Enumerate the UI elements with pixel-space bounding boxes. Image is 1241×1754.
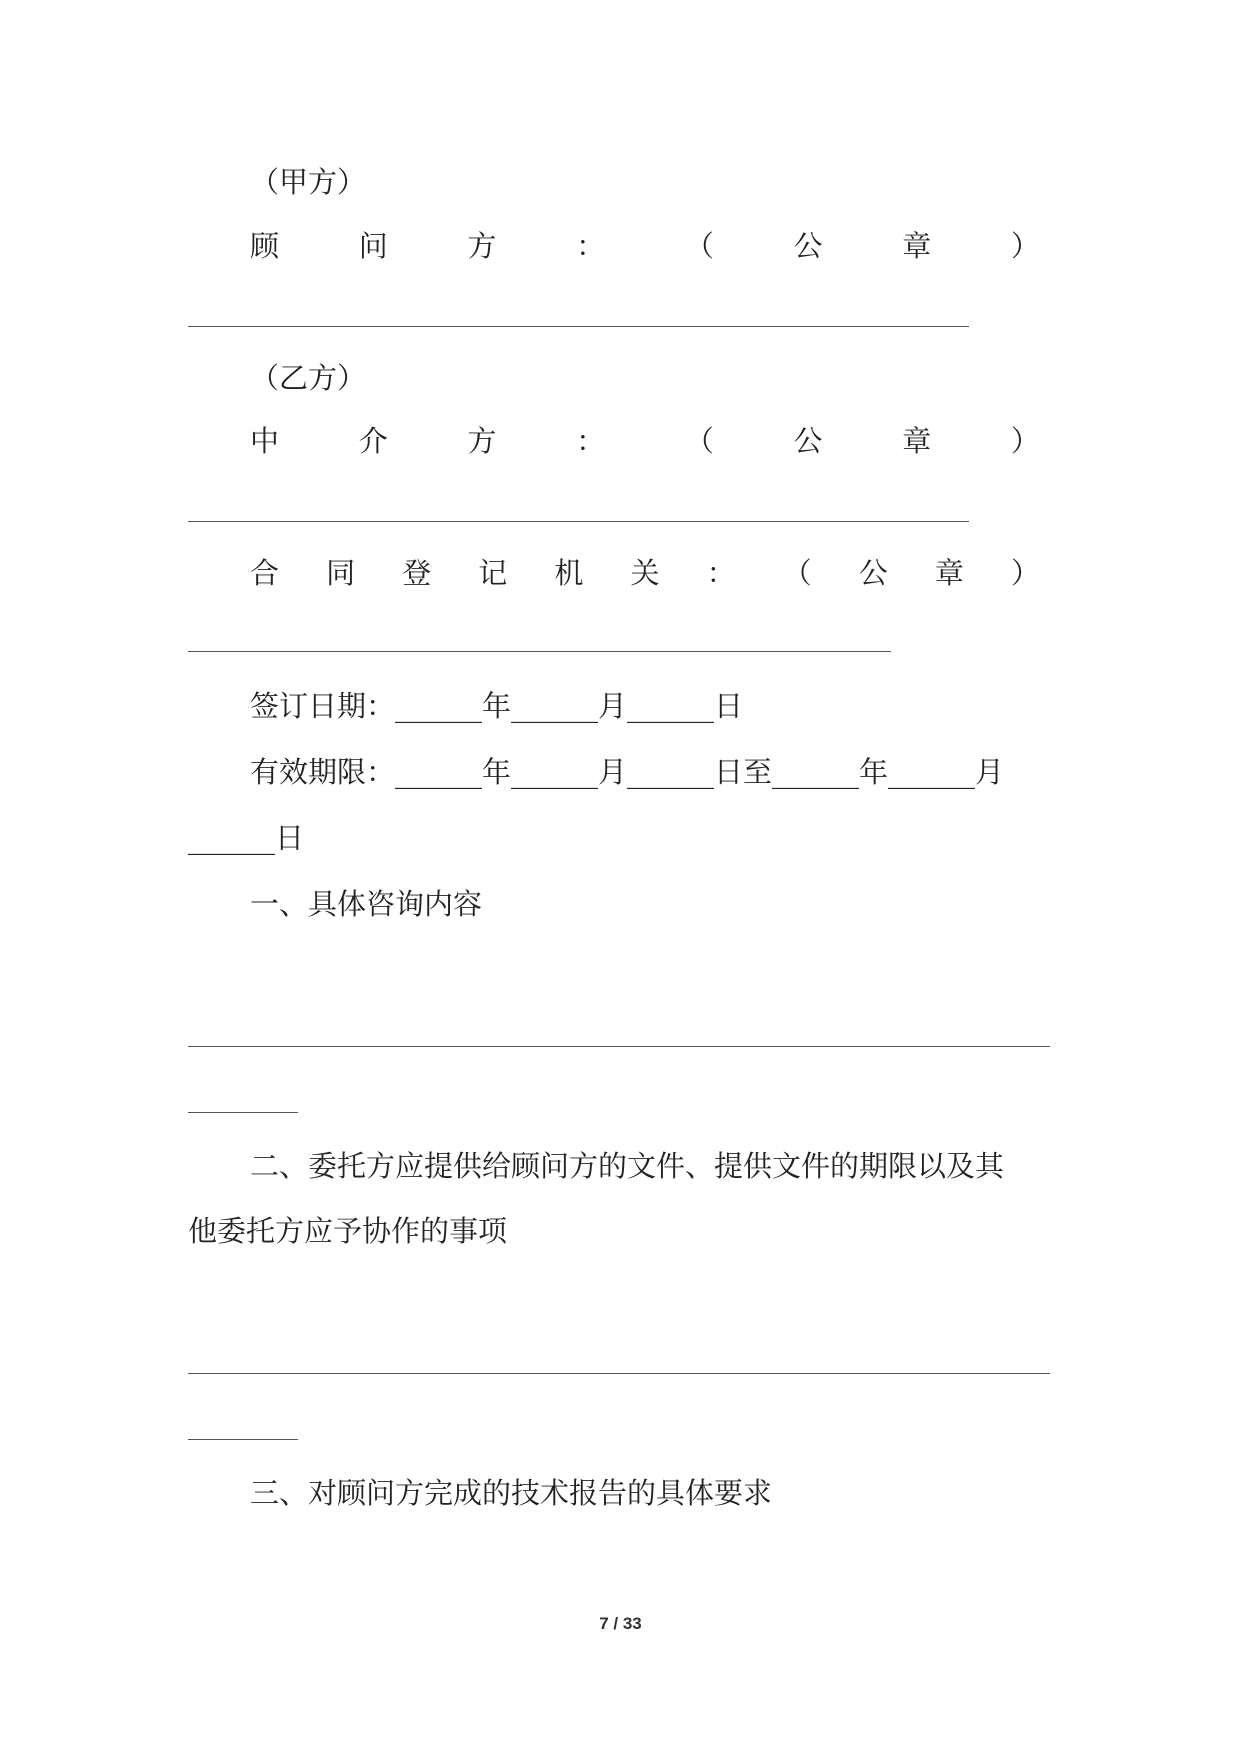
intermediary-seal-line — [250, 421, 1040, 461]
registry-char: 记 — [478, 556, 508, 590]
validity-period-line-cont: ______日 — [188, 821, 305, 855]
consultant-char: （ — [684, 229, 714, 263]
party-b-label: （乙方） — [250, 361, 367, 395]
registry-char: ） — [1010, 556, 1040, 590]
validity-period-line: 有效期限：______年______月______日至______年______月 — [250, 755, 1005, 789]
intermediary-char: ） — [1010, 424, 1040, 458]
content-blank-1 — [188, 1046, 1050, 1047]
consultant-char: 方 — [467, 229, 497, 263]
intermediary-char: 章 — [902, 424, 932, 458]
signing-date-line: 签订日期：______年______月______日 — [250, 689, 744, 723]
consultant-char: 问 — [358, 229, 388, 263]
registry-char: 章 — [934, 556, 964, 590]
section-2-heading-cont: 他委托方应予协作的事项 — [188, 1214, 508, 1248]
signature-blank-1 — [188, 326, 969, 327]
consultant-char: ） — [1010, 229, 1040, 263]
registry-char: ： — [706, 556, 736, 590]
registry-char: 关 — [630, 556, 660, 590]
intermediary-char: 方 — [467, 424, 497, 458]
section-1-heading: 一、具体咨询内容 — [250, 887, 483, 921]
registry-char: 公 — [858, 556, 888, 590]
registry-seal-line — [250, 553, 1040, 593]
consultant-char: ： — [576, 229, 606, 263]
registry-char: 同 — [326, 556, 356, 590]
signature-blank-3 — [188, 651, 891, 652]
signature-blank-2 — [188, 521, 969, 522]
intermediary-char: 介 — [358, 424, 388, 458]
intermediary-char: ： — [576, 424, 606, 458]
registry-char: 登 — [402, 556, 432, 590]
registry-char: 机 — [554, 556, 584, 590]
page-number: 7 / 33 — [599, 1614, 642, 1633]
registry-char: 合 — [250, 556, 280, 590]
party-a-label: （甲方） — [250, 165, 367, 199]
intermediary-char: （ — [684, 424, 714, 458]
consultant-char: 章 — [902, 229, 932, 263]
content-blank-1-tail — [188, 1112, 298, 1113]
content-blank-2 — [188, 1373, 1050, 1374]
intermediary-char: 中 — [250, 424, 280, 458]
consultant-char: 顾 — [250, 229, 280, 263]
section-2-heading: 二、委托方应提供给顾问方的文件、提供文件的期限以及其 — [250, 1149, 1005, 1183]
content-blank-2-tail — [188, 1439, 298, 1440]
intermediary-char: 公 — [793, 424, 823, 458]
registry-char: （ — [782, 556, 812, 590]
section-3-heading: 三、对顾问方完成的技术报告的具体要求 — [250, 1476, 773, 1510]
consultant-seal-line — [250, 226, 1040, 266]
consultant-char: 公 — [793, 229, 823, 263]
